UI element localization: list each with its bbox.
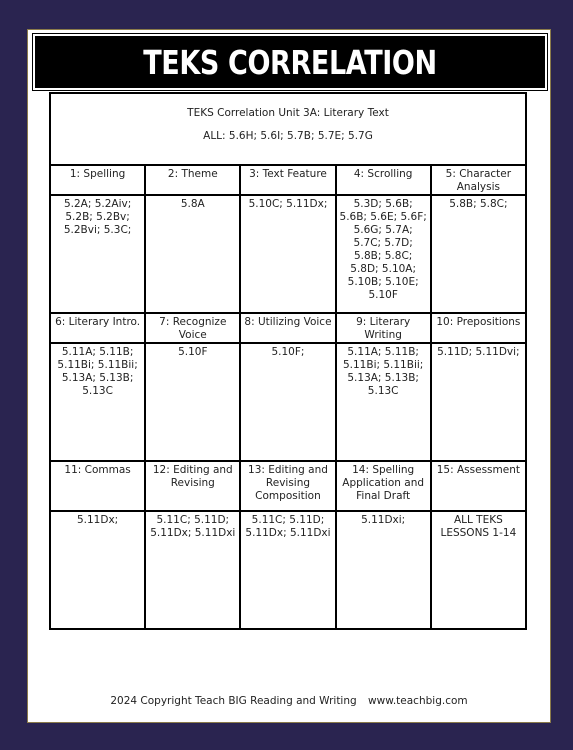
lesson-teks: 5.11A; 5.11B; 5.11Bi; 5.11Bii; 5.13A; 5.13B; 5.13C	[336, 343, 431, 461]
lesson-label-row	[50, 165, 526, 195]
copyright-text: 2024 Copyright Teach BIG Reading and Writing	[110, 695, 357, 707]
unit-header-cell	[50, 93, 526, 165]
lesson-label: 11: Commas	[50, 461, 145, 511]
lesson-label: 14: Spelling Application and Final Draft	[336, 461, 431, 511]
title-banner	[33, 34, 547, 90]
lesson-label-row	[50, 313, 526, 343]
lesson-teks: 5.11Dxi;	[336, 511, 431, 629]
unit-title: TEKS Correlation Unit 3A: Literary Text	[187, 107, 389, 119]
lesson-teks-row	[50, 511, 526, 629]
lesson-label: 10: Prepositions	[431, 313, 526, 343]
lesson-label: 5: Character Analysis	[431, 165, 526, 195]
lesson-teks: 5.11A; 5.11B; 5.11Bi; 5.11Bii; 5.13A; 5.13B; 5.13C	[50, 343, 145, 461]
lesson-label: 7: Recognize Voice	[145, 313, 240, 343]
lesson-teks: ALL TEKS LESSONS 1-14	[431, 511, 526, 629]
lesson-teks: 5.8A	[145, 195, 240, 313]
lesson-label: 6: Literary Intro.	[50, 313, 145, 343]
teks-correlation-table	[49, 92, 527, 630]
lesson-label: 4: Scrolling	[336, 165, 431, 195]
lesson-teks: 5.3D; 5.6B; 5.6B; 5.6E; 5.6F; 5.6G; 5.7A; 5.7C; 5.7D; 5.8B; 5.8C; 5.8D; 5.10A; 5.10B; 5.10E; 5.10F	[336, 195, 431, 313]
lesson-label: 9: Literary Writing	[336, 313, 431, 343]
lesson-label: 8: Utilizing Voice	[240, 313, 335, 343]
lesson-label: 3: Text Feature	[240, 165, 335, 195]
lesson-teks: 5.10C; 5.11Dx;	[240, 195, 335, 313]
lesson-teks: 5.11C; 5.11D; 5.11Dx; 5.11Dxi	[145, 511, 240, 629]
worksheet-page	[27, 29, 551, 723]
lesson-teks: 5.2A; 5.2Aiv; 5.2B; 5.2Bv; 5.2Bvi; 5.3C;	[50, 195, 145, 313]
lesson-teks-row	[50, 195, 526, 313]
lesson-label-row	[50, 461, 526, 511]
lesson-label: 2: Theme	[145, 165, 240, 195]
lesson-teks: 5.10F;	[240, 343, 335, 461]
page-title: TEKS CORRELATION	[143, 42, 437, 82]
all-teks-line: ALL: 5.6H; 5.6I; 5.7B; 5.7E; 5.7G	[203, 130, 373, 142]
lesson-teks-row	[50, 343, 526, 461]
lesson-teks: 5.10F	[145, 343, 240, 461]
lesson-label: 1: Spelling	[50, 165, 145, 195]
page-footer	[28, 695, 550, 707]
lesson-teks: 5.8B; 5.8C;	[431, 195, 526, 313]
lesson-teks: 5.11C; 5.11D; 5.11Dx; 5.11Dxi	[240, 511, 335, 629]
lesson-label: 13: Editing and Revising Composition	[240, 461, 335, 511]
lesson-label: 15: Assessment	[431, 461, 526, 511]
website-text: www.teachbig.com	[368, 695, 468, 707]
lesson-teks: 5.11Dx;	[50, 511, 145, 629]
table-header-row	[50, 93, 526, 165]
lesson-teks: 5.11D; 5.11Dvi;	[431, 343, 526, 461]
lesson-label: 12: Editing and Revising	[145, 461, 240, 511]
